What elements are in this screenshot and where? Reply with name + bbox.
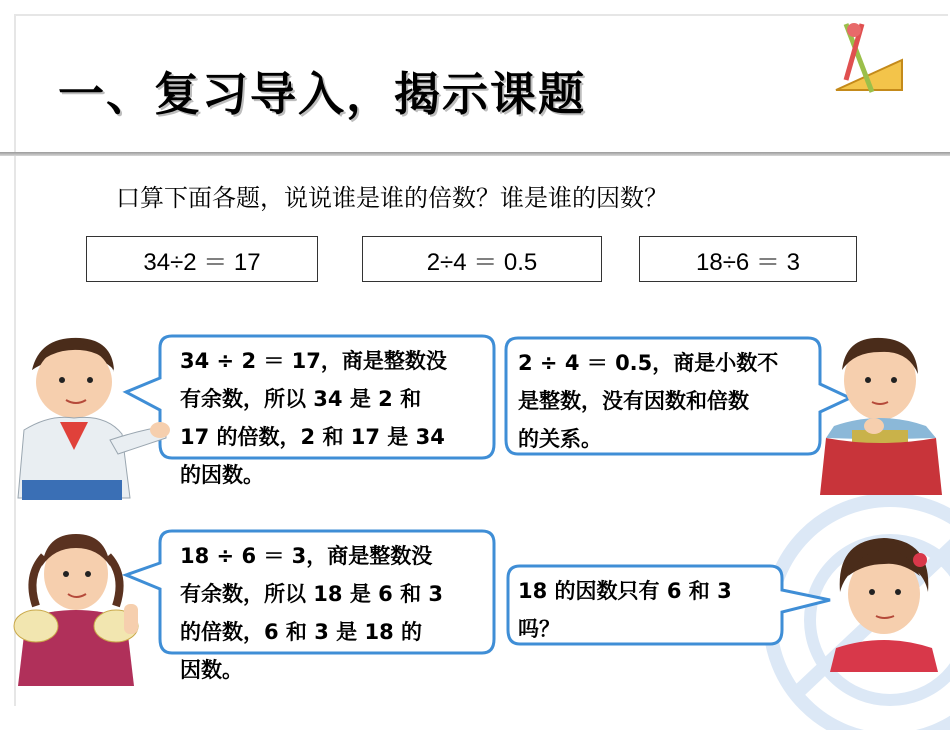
- equation-box-1: 34÷2 ＝ 17: [86, 236, 318, 282]
- bubble-4-text: [518, 572, 778, 648]
- question-prompt: 口算下面各题，说说谁是谁的倍数？谁是谁的因数？: [116, 184, 668, 212]
- bubble-2-line: 的关系。: [518, 427, 602, 451]
- bubble-1-line: 34 ÷ 2 ＝ 17，商是整数没: [180, 349, 447, 373]
- girl-illustration: [822, 532, 947, 672]
- equation-box-2: 2÷4 ＝ 0.5: [362, 236, 602, 282]
- page-title: 一、复习导入，揭示课题: [58, 67, 586, 121]
- bubble-1-line: 17 的倍数，2 和 17 是 34: [180, 425, 445, 449]
- bubble-2-line: 2 ÷ 4 ＝ 0.5，商是小数不: [518, 351, 779, 375]
- bubble-1-text: [180, 342, 500, 494]
- pigtail-girl-illustration: [6, 526, 156, 686]
- title-divider: [0, 152, 950, 156]
- bubble-3-line: 的倍数，6 和 3 是 18 的: [180, 620, 423, 644]
- bubble-1-line: 的因数。: [180, 463, 264, 487]
- ruler-compass-logo: [832, 20, 906, 96]
- bubble-4-line: 吗？: [518, 617, 560, 641]
- bubble-4-line: 18 的因数只有 6 和 3: [518, 579, 732, 603]
- bubble-3-line: 有余数，所以 18 是 6 和 3: [180, 582, 444, 606]
- scarf-boy-illustration: [812, 330, 947, 495]
- bubble-3-line: 18 ÷ 6 ＝ 3，商是整数没: [180, 544, 433, 568]
- bubble-2-text: [518, 344, 818, 458]
- bubble-2-line: 是整数，没有因数和倍数: [518, 389, 749, 413]
- bubble-3-text: [180, 537, 500, 689]
- boy-illustration: [10, 330, 170, 500]
- bubble-1-line: 有余数，所以 34 是 2 和: [180, 387, 422, 411]
- bubble-3-line: 因数。: [180, 658, 243, 682]
- equation-box-3: 18÷6 ＝ 3: [639, 236, 857, 282]
